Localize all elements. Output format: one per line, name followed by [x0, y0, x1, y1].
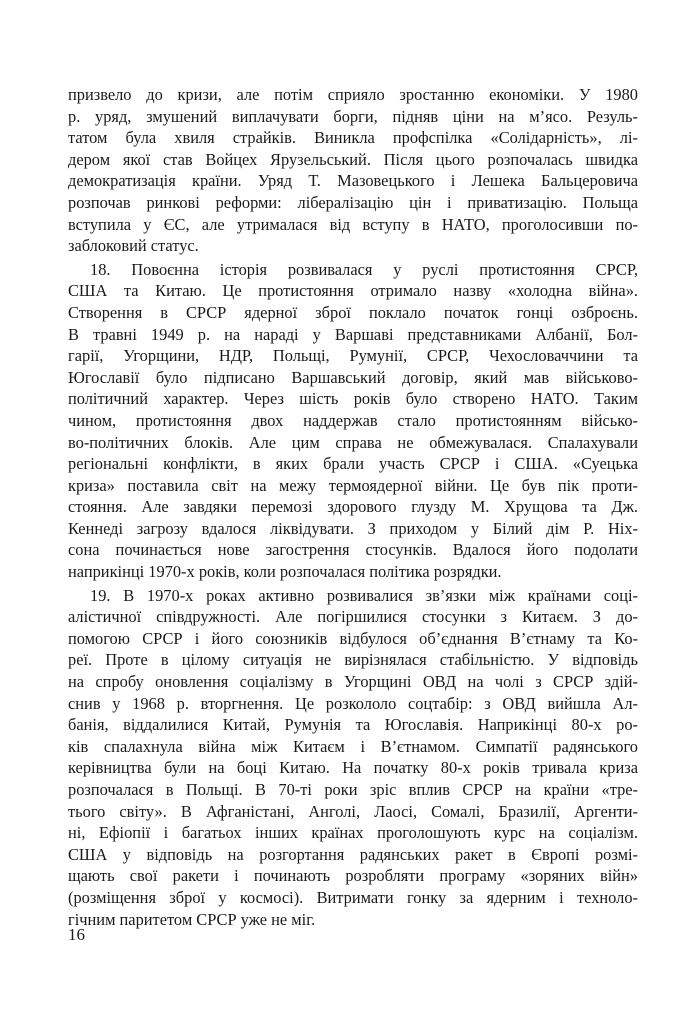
text-line: на спробу оновлення соціалізму в Угорщині ОВД на чолі з СРСР здій- — [68, 672, 638, 692]
text-line: Створення в СРСР ядерної зброї поклало початок гонці озброєнь. — [68, 302, 638, 322]
text-line: помогою СРСР і його союзників відбулося об’єднання В’єтнаму та Ко- — [68, 628, 638, 648]
paragraph-19 — [68, 585, 638, 931]
text-line: регіональні конфлікти, в яких брали участь СРСР і США. «Суецька — [68, 454, 638, 474]
text-line: р. уряд, змушений виплачувати борги, підняв ціни на м’ясо. Резуль- — [68, 106, 638, 126]
text-line: гічним паритетом СРСР уже не міг. — [68, 909, 316, 929]
text-line: банія, віддалилися Китай, Румунія та Югославія. Наприкінці 80-х ро- — [68, 715, 638, 735]
text-line: во-політичних блоків. Але цим справа не обмежувалася. Спалахували — [68, 432, 638, 452]
text-line: тього світу». В Афганістані, Анголі, Лаосі, Сомалі, Бразилії, Аргенти- — [68, 801, 638, 821]
text-line: демократизація країни. Уряд Т. Мазовецького і Лешека Бальцеровича — [68, 171, 638, 191]
text-line: вступила у ЄС, але утрималася від вступу в НАТО, проголосивши по- — [68, 214, 638, 234]
text-line: сона починається нове загострення стосунків. Вдалося його подолати — [68, 540, 638, 560]
text-line: заблоковий статус. — [68, 236, 199, 256]
page-body — [68, 84, 638, 932]
text-line: Кеннеді загрозу вдалося ліквідувати. З приходом у Білий дім Р. Ніх- — [68, 518, 638, 538]
text-line: 19. В 1970-х роках активно розвивалися зв’язки між країнами соці- — [90, 585, 638, 605]
text-line: США та Китаю. Це протистояння отримало назву «холодна війна». — [68, 281, 638, 301]
text-line: В травні 1949 р. на нараді у Варшаві представниками Албанії, Бол- — [68, 324, 638, 344]
text-line: ні, Ефіопії і багатьох інших країнах проголошують курс на соціалізм. — [68, 823, 638, 843]
page-number: 16 — [68, 925, 85, 944]
text-line: чином, протистояння двох наддержав стало протистоянням військо- — [68, 410, 638, 430]
text-line: США у відповідь на розгортання радянських ракет в Європі розмі- — [68, 844, 638, 864]
text-line: ків спалахнула війна між Китаєм і В’єтнамом. Симпатії радянського — [68, 736, 638, 756]
text-line: татом була хвиля страйків. Виникла профспілка «Солідарність», лі- — [68, 128, 638, 148]
text-line: криза» поставила світ на межу термоядерної війни. Це був пік проти- — [68, 475, 638, 495]
text-line: розпочалася в Польщі. В 70-ті роки зріс вплив СРСР на країни «тре- — [68, 780, 638, 799]
text-line: призвело до кризи, але потім сприяло зростанню економіки. У 1980 — [68, 85, 638, 104]
text-line: 18. Повоєнна історія розвивалася у руслі протистояння СРСР, — [90, 259, 638, 279]
paragraph-18 — [68, 259, 638, 583]
text-line: політичний характер. Через шість років було створено НАТО. Таким — [68, 389, 638, 409]
text-line: (розміщення зброї у космосі). Витримати гонку за ядерним і техноло- — [68, 887, 638, 907]
text-line: розпочав ринкові реформи: лібералізацію цін і приватизацію. Польща — [68, 192, 638, 212]
text-line: керівництва були на боці Китаю. На початку 80-х років тривала криза — [68, 758, 638, 778]
text-line: снив у 1968 р. вторгнення. Це розкололо соцтабір: з ОВД вийшла Ал- — [68, 693, 638, 713]
text-line: Югославії було підписано Варшавський договір, який мав військово- — [68, 367, 638, 387]
text-line: щають свої ракети і починають розробляти програму «зоряних війн» — [68, 866, 638, 886]
text-line: дером якої став Войцех Ярузельський. Після цього розпочалась швидка — [68, 149, 638, 169]
text-line: стояння. Але завдяки перемозі здорового глузду М. Хрущова та Дж. — [68, 497, 638, 517]
text-line: алістичної співдружності. Але погіршилися стосунки з Китаєм. З до- — [68, 607, 638, 627]
text-line: наприкінці 1970-х років, коли розпочалася політика розрядки. — [68, 562, 502, 582]
paragraph-continuation — [68, 84, 638, 257]
text-line: реї. Проте в цілому ситуація не вирізнялася стабільністю. У відповідь — [68, 650, 638, 670]
text-line: гарії, Угорщини, НДР, Польщі, Румунії, СРСР, Чехословаччини та — [68, 346, 638, 366]
